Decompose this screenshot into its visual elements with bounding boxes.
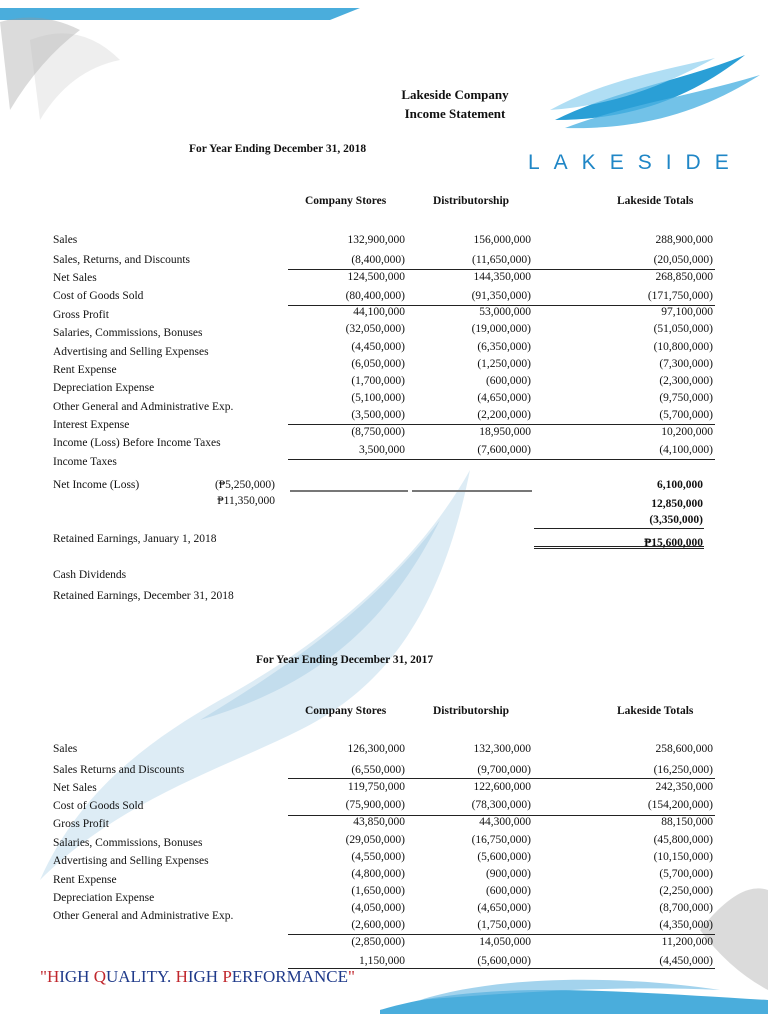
row-label: Sales, Returns, and Discounts — [53, 254, 191, 266]
rule — [534, 528, 704, 529]
period-2018: For Year Ending December 31, 2018 — [189, 143, 367, 155]
cell-company-stores: (75,900,000) — [345, 799, 405, 811]
cell-totals: (4,350,000) — [659, 919, 713, 931]
period-2017: For Year Ending December 31, 2017 — [256, 654, 434, 666]
cell-distributorship: (11,650,000) — [472, 254, 531, 266]
cell-company-stores: (29,050,000) — [345, 834, 405, 846]
cell-totals: 288,900,000 — [655, 234, 713, 246]
col-company-stores: Company Stores — [305, 195, 387, 207]
cell-company-stores: (8,400,000) — [351, 254, 405, 266]
cell-company-stores: 124,500,000 — [347, 271, 405, 283]
net-income-label: Net Income (Loss) — [53, 479, 140, 491]
cell-company-stores: (8,750,000) — [351, 426, 405, 438]
cell-totals: (7,300,000) — [659, 358, 713, 370]
cell-totals: (4,100,000) — [659, 444, 713, 456]
row-label: Gross Profit — [53, 309, 109, 321]
rule — [288, 934, 715, 935]
cell-company-stores: 1,150,000 — [359, 955, 405, 967]
rule — [288, 459, 715, 460]
cell-distributorship: (7,600,000) — [477, 444, 531, 456]
cell-company-stores: 43,850,000 — [353, 816, 405, 828]
rule — [290, 490, 408, 492]
cell-company-stores: (6,550,000) — [351, 764, 405, 776]
cell-company-stores: (4,450,000) — [351, 341, 405, 353]
cell-distributorship: 14,050,000 — [479, 936, 531, 948]
row-label: Income Taxes — [53, 456, 117, 468]
row-label: Sales Returns and Discounts — [53, 764, 185, 776]
cell-distributorship: 53,000,000 — [479, 306, 531, 318]
cell-totals: (154,200,000) — [647, 799, 713, 811]
cell-distributorship: (1,250,000) — [477, 358, 531, 370]
cell-totals: (171,750,000) — [647, 290, 713, 302]
cell-company-stores: (1,700,000) — [351, 375, 405, 387]
cell-company-stores: 132,900,000 — [347, 234, 405, 246]
cell-totals: 258,600,000 — [655, 743, 713, 755]
net-income-total: 6,100,000 — [657, 479, 703, 491]
cell-company-stores: (2,850,000) — [351, 936, 405, 948]
row-label: Other General and Administrative Exp. — [53, 401, 234, 413]
col-distributorship: Distributorship — [433, 195, 510, 207]
re-subtotal: 12,850,000 — [651, 498, 703, 510]
cell-company-stores: (2,600,000) — [351, 919, 405, 931]
cell-distributorship: (1,750,000) — [477, 919, 531, 931]
cell-distributorship: (4,650,000) — [477, 392, 531, 404]
cell-company-stores: (4,800,000) — [351, 868, 405, 880]
row-label: Income (Loss) Before Income Taxes — [53, 437, 221, 449]
cell-company-stores: (1,650,000) — [351, 885, 405, 897]
cell-totals: 11,200,000 — [661, 936, 713, 948]
company-name: Lakeside Company — [401, 87, 509, 102]
cell-distributorship: 144,350,000 — [473, 271, 531, 283]
cell-company-stores: 44,100,000 — [353, 306, 405, 318]
row-label: Other General and Administrative Exp. — [53, 910, 234, 922]
re-dividends: (3,350,000) — [649, 514, 703, 526]
rule — [288, 778, 715, 779]
row-label: Interest Expense — [53, 419, 130, 431]
row-label: Cost of Goods Sold — [53, 800, 144, 812]
cell-totals: (10,150,000) — [653, 851, 713, 863]
row-label: Advertising and Selling Expenses — [53, 346, 209, 358]
col-lakeside-totals-2017: Lakeside Totals — [617, 705, 694, 717]
cell-distributorship: (9,700,000) — [477, 764, 531, 776]
cell-totals: (4,450,000) — [659, 955, 713, 967]
cell-totals: 268,850,000 — [655, 271, 713, 283]
cell-totals: (2,300,000) — [659, 375, 713, 387]
slogan: "HIGH QUALITY. HIGH PERFORMANCE" — [40, 967, 355, 986]
row-label: Depreciation Expense — [53, 892, 155, 904]
retained-earnings-jan: Retained Earnings, January 1, 2018 — [53, 533, 217, 545]
cell-company-stores: (4,550,000) — [351, 851, 405, 863]
cell-totals: 97,100,000 — [661, 306, 713, 318]
cell-totals: 88,150,000 — [661, 816, 713, 828]
rule — [288, 424, 715, 425]
cell-company-stores: (32,050,000) — [345, 323, 405, 335]
cell-company-stores: (5,100,000) — [351, 392, 405, 404]
statement-title: Income Statement — [404, 106, 506, 121]
cell-company-stores: (80,400,000) — [345, 290, 405, 302]
cell-distributorship: 132,300,000 — [473, 743, 531, 755]
cell-distributorship: 44,300,000 — [479, 816, 531, 828]
col-company-stores-2017: Company Stores — [305, 705, 387, 717]
cell-distributorship: (600,000) — [485, 375, 531, 387]
cell-totals: (51,050,000) — [653, 323, 713, 335]
row-label: Sales — [53, 234, 78, 246]
cell-distributorship: (600,000) — [485, 885, 531, 897]
row-label: Sales — [53, 743, 78, 755]
cell-company-stores: 126,300,000 — [347, 743, 405, 755]
cell-totals: (20,050,000) — [653, 254, 713, 266]
cell-distributorship: 18,950,000 — [479, 426, 531, 438]
retained-earnings-dec: Retained Earnings, December 31, 2018 — [53, 590, 234, 602]
row-label: Advertising and Selling Expenses — [53, 855, 209, 867]
col-lakeside-totals: Lakeside Totals — [617, 195, 694, 207]
cell-company-stores: 119,750,000 — [347, 781, 405, 793]
cell-totals: 10,200,000 — [661, 426, 713, 438]
row-label: Salaries, Commissions, Bonuses — [53, 327, 203, 339]
cell-distributorship: (5,600,000) — [477, 851, 531, 863]
row-label: Rent Expense — [53, 364, 117, 376]
cell-company-stores: (6,050,000) — [351, 358, 405, 370]
cash-dividends-label: Cash Dividends — [53, 569, 127, 581]
cell-company-stores: (4,050,000) — [351, 902, 405, 914]
rule — [288, 305, 715, 306]
cell-totals: (8,700,000) — [659, 902, 713, 914]
cell-totals: (5,700,000) — [659, 868, 713, 880]
logo-text: LAKESIDE — [528, 151, 743, 174]
cell-distributorship: 156,000,000 — [473, 234, 531, 246]
row-label: Net Sales — [53, 782, 97, 794]
row-label: Salaries, Commissions, Bonuses — [53, 837, 203, 849]
cell-distributorship: (5,600,000) — [477, 955, 531, 967]
re-final: ₱15,600,000 — [644, 537, 703, 549]
row-label: Net Sales — [53, 272, 97, 284]
cell-company-stores: (3,500,000) — [351, 409, 405, 421]
net-income-company-stores: (₱5,250,000) — [214, 479, 275, 491]
rule — [288, 815, 715, 816]
cell-company-stores: 3,500,000 — [359, 444, 405, 456]
cell-totals: (9,750,000) — [659, 392, 713, 404]
row-label: Cost of Goods Sold — [53, 290, 144, 302]
cell-distributorship: (900,000) — [485, 868, 531, 880]
cell-distributorship: (16,750,000) — [471, 834, 531, 846]
cell-distributorship: (6,350,000) — [477, 341, 531, 353]
cell-totals: 242,350,000 — [655, 781, 713, 793]
row-label: Gross Profit — [53, 818, 109, 830]
net-income-company-stores-2: ₱11,350,000 — [217, 495, 275, 507]
row-label: Rent Expense — [53, 874, 117, 886]
cell-totals: (2,250,000) — [659, 885, 713, 897]
cell-totals: (16,250,000) — [653, 764, 713, 776]
rule — [288, 269, 715, 270]
rule — [412, 490, 532, 492]
cell-distributorship: 122,600,000 — [473, 781, 531, 793]
cell-totals: (45,800,000) — [653, 834, 713, 846]
cell-totals: (5,700,000) — [659, 409, 713, 421]
cell-distributorship: (91,350,000) — [471, 290, 531, 302]
cell-distributorship: (4,650,000) — [477, 902, 531, 914]
cell-distributorship: (78,300,000) — [471, 799, 531, 811]
cell-distributorship: (19,000,000) — [471, 323, 531, 335]
row-label: Depreciation Expense — [53, 382, 155, 394]
col-distributorship-2017: Distributorship — [433, 705, 510, 717]
cell-totals: (10,800,000) — [653, 341, 713, 353]
cell-distributorship: (2,200,000) — [477, 409, 531, 421]
